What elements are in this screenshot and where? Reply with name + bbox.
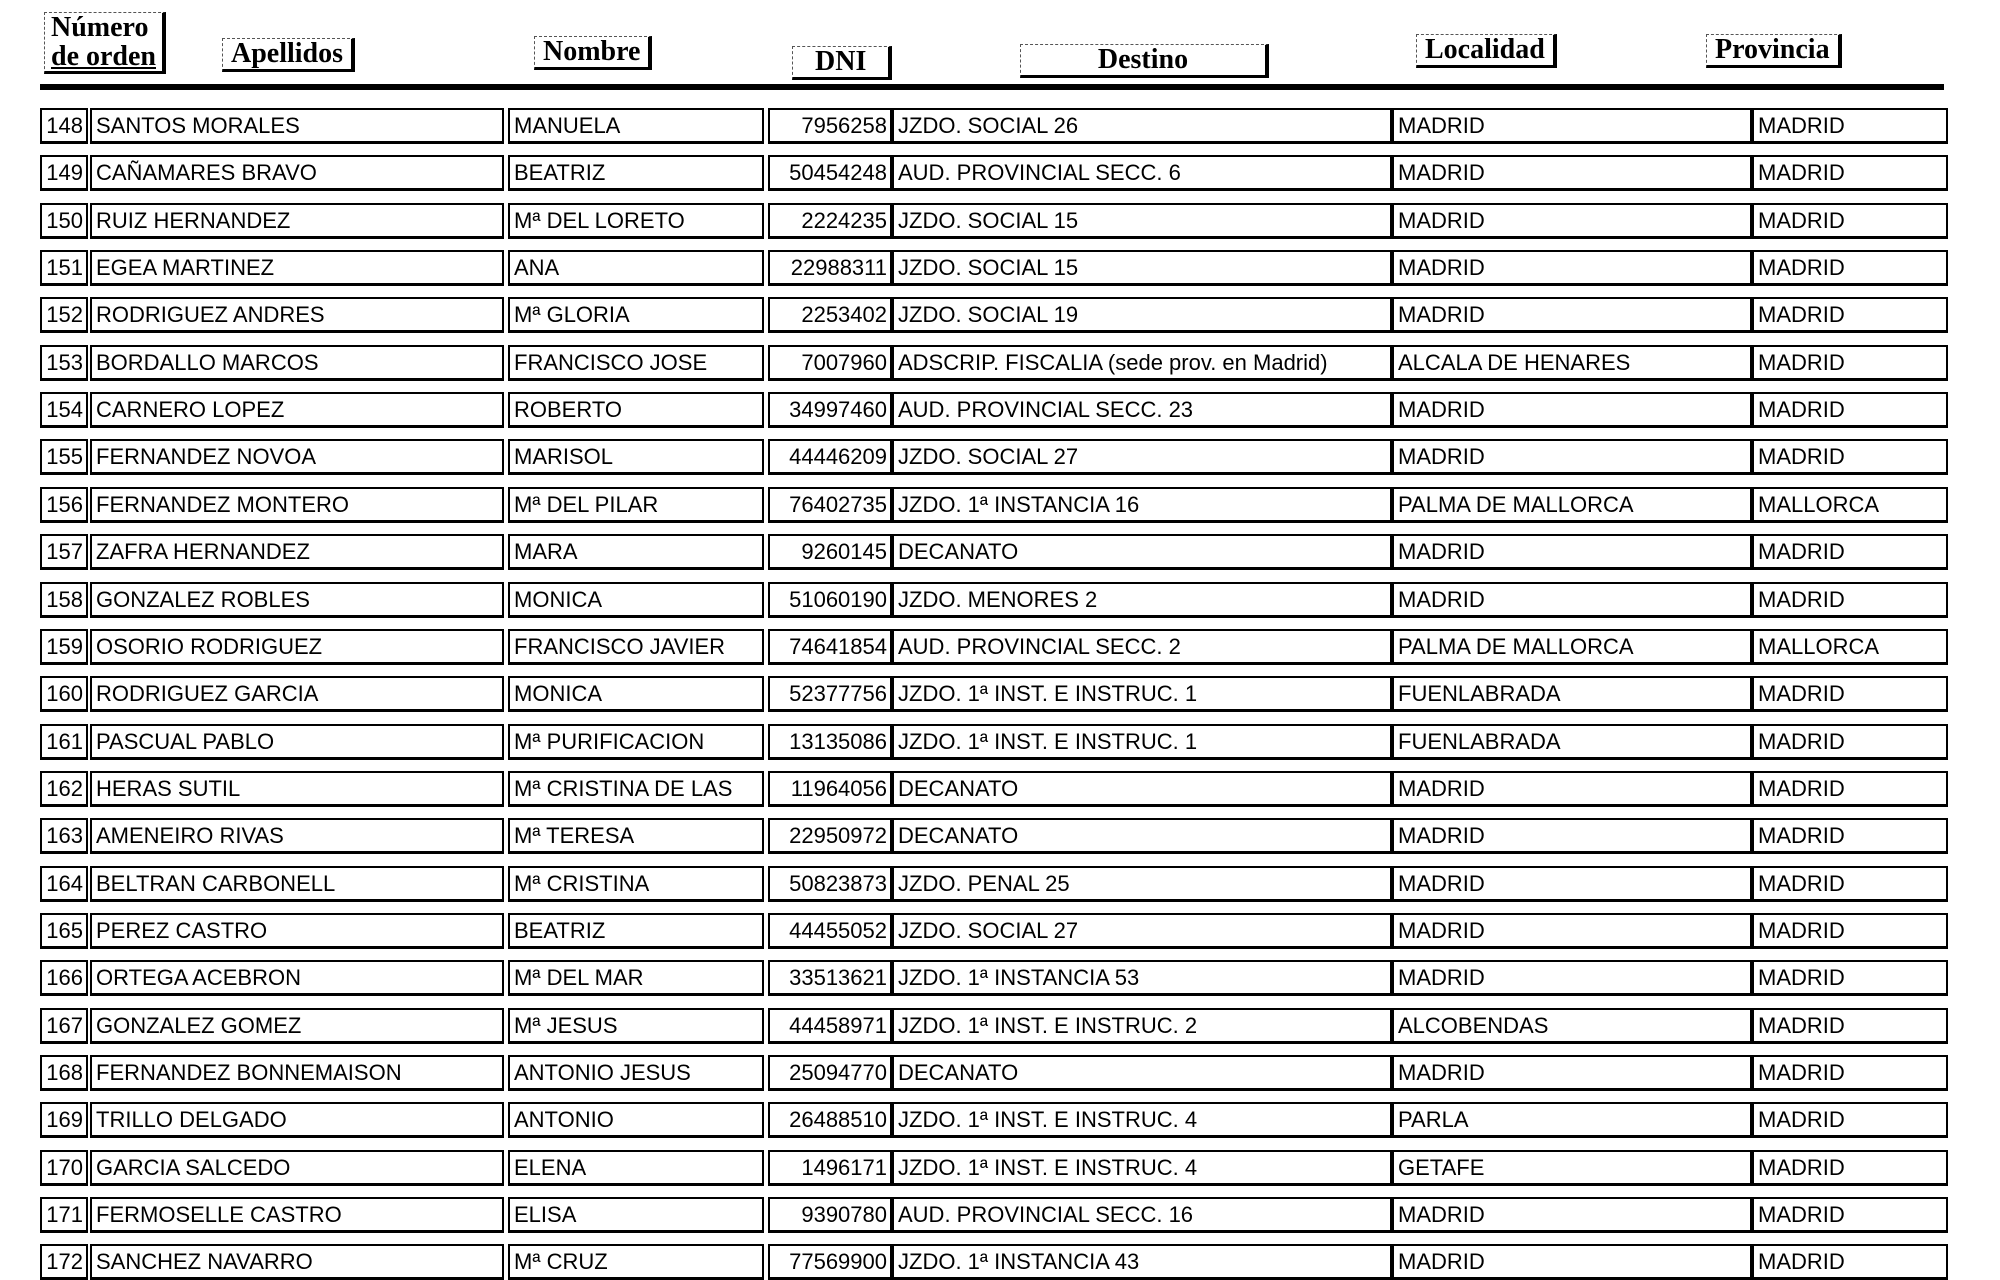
cell-destino: JZDO. 1ª INST. E INSTRUC. 4 <box>892 1102 1392 1138</box>
cell-provincia: MADRID <box>1752 724 1948 760</box>
cell-nombre: ELISA <box>508 1197 764 1233</box>
cell-numero: 154 <box>40 392 88 428</box>
cell-destino: JZDO. 1ª INST. E INSTRUC. 1 <box>892 724 1392 760</box>
cell-localidad: MADRID <box>1392 203 1752 239</box>
cell-localidad: MADRID <box>1392 1197 1752 1233</box>
cell-apellidos: FERNANDEZ BONNEMAISON <box>90 1055 504 1091</box>
cell-apellidos: RUIZ HERNANDEZ <box>90 203 504 239</box>
cell-numero: 152 <box>40 297 88 333</box>
cell-localidad: PALMA DE MALLORCA <box>1392 487 1752 523</box>
cell-provincia: MADRID <box>1752 1244 1948 1280</box>
cell-dni: 26488510 <box>768 1102 892 1138</box>
cell-destino: JZDO. 1ª INST. E INSTRUC. 1 <box>892 676 1392 712</box>
cell-destino: JZDO. 1ª INSTANCIA 16 <box>892 487 1392 523</box>
cell-dni: 13135086 <box>768 724 892 760</box>
cell-apellidos: RODRIGUEZ ANDRES <box>90 297 504 333</box>
cell-nombre: Mª CRISTINA DE LAS <box>508 771 764 807</box>
table-row <box>40 629 1950 665</box>
cell-dni: 44446209 <box>768 439 892 475</box>
cell-provincia: MALLORCA <box>1752 629 1948 665</box>
cell-apellidos: FERMOSELLE CASTRO <box>90 1197 504 1233</box>
header-dni: DNI <box>792 46 892 80</box>
cell-dni: 2224235 <box>768 203 892 239</box>
cell-provincia: MADRID <box>1752 345 1948 381</box>
cell-dni: 50454248 <box>768 155 892 191</box>
table-row <box>40 1197 1950 1233</box>
cell-numero: 164 <box>40 866 88 902</box>
cell-destino: JZDO. 1ª INSTANCIA 53 <box>892 960 1392 996</box>
header-numero-line2: de orden <box>51 41 156 72</box>
table-row <box>40 866 1950 902</box>
cell-dni: 34997460 <box>768 392 892 428</box>
cell-dni: 22950972 <box>768 818 892 854</box>
cell-provincia: MADRID <box>1752 250 1948 286</box>
cell-numero: 155 <box>40 439 88 475</box>
cell-dni: 76402735 <box>768 487 892 523</box>
header-numero-line1: Número <box>51 12 149 43</box>
cell-provincia: MADRID <box>1752 1008 1948 1044</box>
table-row <box>40 392 1950 428</box>
header-destino: Destino <box>1020 44 1269 78</box>
cell-numero: 170 <box>40 1150 88 1186</box>
table-row <box>40 203 1950 239</box>
cell-dni: 74641854 <box>768 629 892 665</box>
cell-dni: 11964056 <box>768 771 892 807</box>
cell-destino: JZDO. SOCIAL 27 <box>892 439 1392 475</box>
cell-nombre: ANTONIO <box>508 1102 764 1138</box>
header-localidad: Localidad <box>1416 34 1557 68</box>
table-row <box>40 960 1950 996</box>
cell-numero: 161 <box>40 724 88 760</box>
cell-numero: 171 <box>40 1197 88 1233</box>
cell-nombre: Mª CRUZ <box>508 1244 764 1280</box>
cell-numero: 151 <box>40 250 88 286</box>
cell-numero: 172 <box>40 1244 88 1280</box>
cell-numero: 167 <box>40 1008 88 1044</box>
cell-numero: 166 <box>40 960 88 996</box>
table-row <box>40 297 1950 333</box>
cell-destino: DECANATO <box>892 771 1392 807</box>
cell-destino: JZDO. MENORES 2 <box>892 582 1392 618</box>
cell-provincia: MADRID <box>1752 1055 1948 1091</box>
cell-apellidos: CAÑAMARES BRAVO <box>90 155 504 191</box>
cell-apellidos: ORTEGA ACEBRON <box>90 960 504 996</box>
cell-localidad: MADRID <box>1392 1055 1752 1091</box>
cell-provincia: MADRID <box>1752 297 1948 333</box>
cell-localidad: MADRID <box>1392 960 1752 996</box>
cell-destino: JZDO. 1ª INST. E INSTRUC. 4 <box>892 1150 1392 1186</box>
cell-numero: 156 <box>40 487 88 523</box>
table-row <box>40 1055 1950 1091</box>
cell-apellidos: HERAS SUTIL <box>90 771 504 807</box>
cell-nombre: Mª GLORIA <box>508 297 764 333</box>
cell-destino: JZDO. PENAL 25 <box>892 866 1392 902</box>
cell-destino: AUD. PROVINCIAL SECC. 23 <box>892 392 1392 428</box>
cell-apellidos: GONZALEZ ROBLES <box>90 582 504 618</box>
cell-provincia: MADRID <box>1752 676 1948 712</box>
cell-dni: 7956258 <box>768 108 892 144</box>
cell-provincia: MADRID <box>1752 203 1948 239</box>
cell-numero: 163 <box>40 818 88 854</box>
cell-provincia: MADRID <box>1752 771 1948 807</box>
cell-provincia: MADRID <box>1752 392 1948 428</box>
cell-apellidos: BORDALLO MARCOS <box>90 345 504 381</box>
cell-provincia: MADRID <box>1752 1150 1948 1186</box>
table-row <box>40 1244 1950 1280</box>
table-row <box>40 771 1950 807</box>
cell-provincia: MADRID <box>1752 960 1948 996</box>
cell-nombre: ELENA <box>508 1150 764 1186</box>
table-row <box>40 155 1950 191</box>
cell-apellidos: TRILLO DELGADO <box>90 1102 504 1138</box>
cell-provincia: MADRID <box>1752 108 1948 144</box>
header-apellidos: Apellidos <box>222 38 355 72</box>
cell-localidad: MADRID <box>1392 582 1752 618</box>
table-row <box>40 534 1950 570</box>
cell-apellidos: FERNANDEZ MONTERO <box>90 487 504 523</box>
cell-provincia: MALLORCA <box>1752 487 1948 523</box>
table-row <box>40 1150 1950 1186</box>
cell-localidad: MADRID <box>1392 534 1752 570</box>
cell-dni: 51060190 <box>768 582 892 618</box>
cell-apellidos: ZAFRA HERNANDEZ <box>90 534 504 570</box>
cell-localidad: MADRID <box>1392 866 1752 902</box>
cell-numero: 148 <box>40 108 88 144</box>
cell-nombre: MONICA <box>508 676 764 712</box>
cell-provincia: MADRID <box>1752 582 1948 618</box>
header-rule <box>40 84 1944 90</box>
cell-nombre: MARISOL <box>508 439 764 475</box>
cell-nombre: MANUELA <box>508 108 764 144</box>
cell-dni: 9260145 <box>768 534 892 570</box>
cell-destino: DECANATO <box>892 534 1392 570</box>
cell-destino: JZDO. SOCIAL 26 <box>892 108 1392 144</box>
cell-nombre: MONICA <box>508 582 764 618</box>
cell-nombre: Mª CRISTINA <box>508 866 764 902</box>
cell-apellidos: SANTOS MORALES <box>90 108 504 144</box>
header-provincia: Provincia <box>1706 34 1842 68</box>
cell-nombre: Mª DEL PILAR <box>508 487 764 523</box>
cell-provincia: MADRID <box>1752 534 1948 570</box>
cell-nombre: ROBERTO <box>508 392 764 428</box>
cell-localidad: MADRID <box>1392 1244 1752 1280</box>
cell-localidad: MADRID <box>1392 771 1752 807</box>
cell-apellidos: GARCIA SALCEDO <box>90 1150 504 1186</box>
cell-dni: 77569900 <box>768 1244 892 1280</box>
cell-destino: ADSCRIP. FISCALIA (sede prov. en Madrid) <box>892 345 1392 381</box>
cell-apellidos: FERNANDEZ NOVOA <box>90 439 504 475</box>
cell-localidad: FUENLABRADA <box>1392 724 1752 760</box>
cell-apellidos: GONZALEZ GOMEZ <box>90 1008 504 1044</box>
cell-apellidos: EGEA MARTINEZ <box>90 250 504 286</box>
cell-localidad: FUENLABRADA <box>1392 676 1752 712</box>
cell-numero: 165 <box>40 913 88 949</box>
cell-apellidos: CARNERO LOPEZ <box>90 392 504 428</box>
cell-numero: 158 <box>40 582 88 618</box>
cell-destino: DECANATO <box>892 818 1392 854</box>
cell-localidad: MADRID <box>1392 155 1752 191</box>
cell-numero: 149 <box>40 155 88 191</box>
table-row <box>40 676 1950 712</box>
cell-nombre: BEATRIZ <box>508 155 764 191</box>
cell-nombre: FRANCISCO JAVIER <box>508 629 764 665</box>
cell-apellidos: PEREZ CASTRO <box>90 913 504 949</box>
cell-nombre: BEATRIZ <box>508 913 764 949</box>
cell-dni: 9390780 <box>768 1197 892 1233</box>
cell-destino: JZDO. 1ª INST. E INSTRUC. 2 <box>892 1008 1392 1044</box>
cell-destino: JZDO. SOCIAL 15 <box>892 250 1392 286</box>
cell-localidad: ALCOBENDAS <box>1392 1008 1752 1044</box>
table-row <box>40 582 1950 618</box>
cell-nombre: Mª PURIFICACION <box>508 724 764 760</box>
cell-destino: DECANATO <box>892 1055 1392 1091</box>
cell-apellidos: PASCUAL PABLO <box>90 724 504 760</box>
cell-provincia: MADRID <box>1752 866 1948 902</box>
cell-dni: 7007960 <box>768 345 892 381</box>
header-nombre: Nombre <box>534 36 652 70</box>
cell-localidad: MADRID <box>1392 392 1752 428</box>
cell-numero: 159 <box>40 629 88 665</box>
cell-nombre: Mª DEL MAR <box>508 960 764 996</box>
cell-numero: 168 <box>40 1055 88 1091</box>
cell-nombre: ANTONIO JESUS <box>508 1055 764 1091</box>
cell-dni: 25094770 <box>768 1055 892 1091</box>
cell-numero: 150 <box>40 203 88 239</box>
cell-localidad: GETAFE <box>1392 1150 1752 1186</box>
cell-dni: 50823873 <box>768 866 892 902</box>
cell-destino: JZDO. SOCIAL 19 <box>892 297 1392 333</box>
cell-dni: 2253402 <box>768 297 892 333</box>
cell-nombre: Mª DEL LORETO <box>508 203 764 239</box>
cell-destino: JZDO. 1ª INSTANCIA 43 <box>892 1244 1392 1280</box>
cell-localidad: PALMA DE MALLORCA <box>1392 629 1752 665</box>
table-row <box>40 345 1950 381</box>
cell-apellidos: AMENEIRO RIVAS <box>90 818 504 854</box>
table-row <box>40 439 1950 475</box>
table-row <box>40 487 1950 523</box>
cell-localidad: MADRID <box>1392 913 1752 949</box>
cell-destino: AUD. PROVINCIAL SECC. 6 <box>892 155 1392 191</box>
cell-localidad: MADRID <box>1392 250 1752 286</box>
cell-localidad: ALCALA DE HENARES <box>1392 345 1752 381</box>
cell-localidad: MADRID <box>1392 818 1752 854</box>
cell-numero: 153 <box>40 345 88 381</box>
cell-provincia: MADRID <box>1752 439 1948 475</box>
table-row <box>40 1008 1950 1044</box>
cell-numero: 169 <box>40 1102 88 1138</box>
cell-dni: 52377756 <box>768 676 892 712</box>
cell-numero: 157 <box>40 534 88 570</box>
cell-destino: JZDO. SOCIAL 27 <box>892 913 1392 949</box>
cell-localidad: MADRID <box>1392 439 1752 475</box>
table-row <box>40 250 1950 286</box>
cell-apellidos: BELTRAN CARBONELL <box>90 866 504 902</box>
cell-nombre: FRANCISCO JOSE <box>508 345 764 381</box>
cell-nombre: ANA <box>508 250 764 286</box>
cell-nombre: MARA <box>508 534 764 570</box>
cell-dni: 44458971 <box>768 1008 892 1044</box>
table-row <box>40 724 1950 760</box>
cell-nombre: Mª TERESA <box>508 818 764 854</box>
cell-dni: 22988311 <box>768 250 892 286</box>
cell-provincia: MADRID <box>1752 155 1948 191</box>
cell-provincia: MADRID <box>1752 818 1948 854</box>
cell-numero: 162 <box>40 771 88 807</box>
cell-provincia: MADRID <box>1752 913 1948 949</box>
table-row <box>40 1102 1950 1138</box>
cell-dni: 44455052 <box>768 913 892 949</box>
cell-apellidos: OSORIO RODRIGUEZ <box>90 629 504 665</box>
cell-localidad: PARLA <box>1392 1102 1752 1138</box>
cell-localidad: MADRID <box>1392 108 1752 144</box>
cell-dni: 33513621 <box>768 960 892 996</box>
table-row <box>40 913 1950 949</box>
cell-numero: 160 <box>40 676 88 712</box>
cell-destino: JZDO. SOCIAL 15 <box>892 203 1392 239</box>
cell-nombre: Mª JESUS <box>508 1008 764 1044</box>
table-row <box>40 818 1950 854</box>
cell-provincia: MADRID <box>1752 1102 1948 1138</box>
table-row <box>40 108 1950 144</box>
cell-localidad: MADRID <box>1392 297 1752 333</box>
cell-destino: AUD. PROVINCIAL SECC. 16 <box>892 1197 1392 1233</box>
cell-apellidos: SANCHEZ NAVARRO <box>90 1244 504 1280</box>
cell-provincia: MADRID <box>1752 1197 1948 1233</box>
header-numero-de-orden <box>44 12 166 74</box>
cell-destino: AUD. PROVINCIAL SECC. 2 <box>892 629 1392 665</box>
cell-apellidos: RODRIGUEZ GARCIA <box>90 676 504 712</box>
cell-dni: 1496171 <box>768 1150 892 1186</box>
